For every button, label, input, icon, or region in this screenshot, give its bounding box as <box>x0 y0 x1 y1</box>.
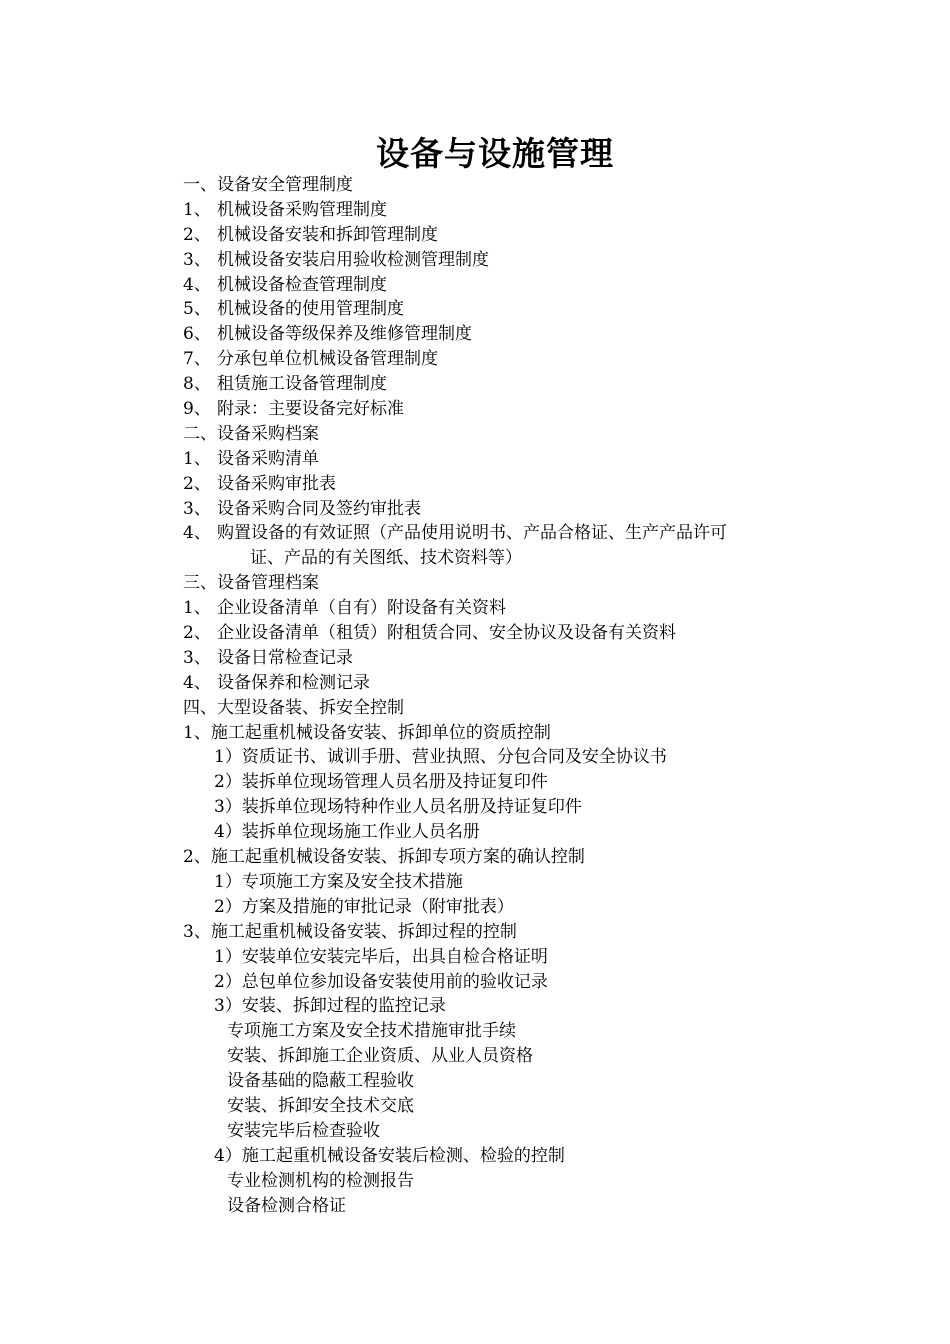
list-item <box>183 223 823 248</box>
item-text: 设备采购清单 <box>217 448 319 469</box>
detail-item: 设备基础的隐蔽工程验收 <box>227 1071 414 1092</box>
item-number: 1、 <box>183 199 211 220</box>
sub-item: 3）装拆单位现场特种作业人员名册及持证复印件 <box>214 797 582 818</box>
sub-item: 1）安装单位安装完毕后，出具自检合格证明 <box>214 946 548 967</box>
sub-item: 2）装拆单位现场管理人员名册及持证复印件 <box>214 772 548 793</box>
list-item <box>183 248 823 273</box>
list-item <box>183 297 823 322</box>
list-item-continuation: 证、产品的有关图纸、技术资料等） <box>250 548 522 569</box>
subsection-heading: 1、施工起重机械设备安装、拆卸单位的资质控制 <box>183 722 551 743</box>
detail-item: 专项施工方案及安全技术措施审批手续 <box>227 1021 516 1042</box>
list-item <box>183 198 823 223</box>
document-body <box>183 173 823 1218</box>
item-number: 1、 <box>183 598 211 619</box>
item-text: 企业设备清单（自有）附设备有关资料 <box>217 598 506 619</box>
item-text: 分承包单位机械设备管理制度 <box>217 349 438 370</box>
detail-item: 安装完毕后检查验收 <box>227 1120 380 1141</box>
item-text: 设备保养和检测记录 <box>217 672 370 693</box>
list-item <box>183 322 823 347</box>
item-number: 3、 <box>183 498 211 519</box>
detail-item: 安装、拆卸安全技术交底 <box>227 1095 414 1116</box>
item-number: 3、 <box>183 249 211 270</box>
list-item <box>183 447 823 472</box>
list-item <box>183 521 823 546</box>
list-item <box>183 347 823 372</box>
sub-item: 1）资质证书、诚训手册、营业执照、分包合同及安全协议书 <box>214 747 667 768</box>
subsection-heading: 2、施工起重机械设备安装、拆卸专项方案的确认控制 <box>183 847 585 868</box>
item-text: 购置设备的有效证照（产品使用说明书、产品合格证、生产产品许可 <box>217 523 727 544</box>
sub-item: 2）总包单位参加设备安装使用前的验收记录 <box>214 971 548 992</box>
item-number: 6、 <box>183 324 211 345</box>
item-text: 机械设备安装启用验收检测管理制度 <box>217 249 489 270</box>
document-title: 设备与设施管理 <box>376 134 614 173</box>
sub-item: 4）装拆单位现场施工作业人员名册 <box>214 822 480 843</box>
item-number: 9、 <box>183 399 211 420</box>
list-item <box>183 671 823 696</box>
item-text: 机械设备的使用管理制度 <box>217 299 404 320</box>
item-number: 3、 <box>183 647 211 668</box>
list-item <box>183 497 823 522</box>
section-heading: 一、设备安全管理制度 <box>183 175 353 195</box>
item-text: 机械设备等级保养及维修管理制度 <box>217 324 472 345</box>
subsection-heading: 3、施工起重机械设备安装、拆卸过程的控制 <box>183 921 517 942</box>
item-number: 4、 <box>183 274 211 295</box>
item-text: 机械设备采购管理制度 <box>217 199 387 220</box>
item-number: 8、 <box>183 374 211 395</box>
item-text: 附录：主要设备完好标准 <box>217 399 404 420</box>
item-text: 设备日常检查记录 <box>217 647 353 668</box>
list-item <box>183 646 823 671</box>
detail-item: 安装、拆卸施工企业资质、从业人员资格 <box>227 1046 533 1067</box>
item-number: 4、 <box>183 672 211 693</box>
item-number: 2、 <box>183 623 211 644</box>
list-item <box>183 397 823 422</box>
item-number: 2、 <box>183 473 211 494</box>
detail-item: 专业检测机构的检测报告 <box>227 1170 414 1191</box>
item-text: 机械设备安装和拆卸管理制度 <box>217 224 438 245</box>
section-heading: 四、大型设备装、拆安全控制 <box>183 697 404 718</box>
section-heading: 二、设备采购档案 <box>183 423 319 444</box>
sub-item: 2）方案及措施的审批记录（附审批表） <box>214 896 514 917</box>
item-text: 企业设备清单（租赁）附租赁合同、安全协议及设备有关资料 <box>217 623 676 644</box>
detail-item: 设备检测合格证 <box>227 1195 346 1216</box>
list-item <box>183 596 823 621</box>
item-number: 5、 <box>183 299 211 320</box>
list-item <box>183 472 823 497</box>
item-number: 2、 <box>183 224 211 245</box>
item-text: 机械设备检查管理制度 <box>217 274 387 295</box>
item-text: 租赁施工设备管理制度 <box>217 374 387 395</box>
list-item <box>183 621 823 646</box>
item-number: 1、 <box>183 448 211 469</box>
list-item <box>183 372 823 397</box>
section-heading: 三、设备管理档案 <box>183 573 319 594</box>
sub-item: 3）安装、拆卸过程的监控记录 <box>214 996 446 1017</box>
sub-item: 4）施工起重机械设备安装后检测、检验的控制 <box>214 1145 565 1166</box>
sub-item: 1）专项施工方案及安全技术措施 <box>214 871 463 892</box>
item-number: 7、 <box>183 349 211 370</box>
item-text: 设备采购审批表 <box>217 473 336 494</box>
list-item <box>183 273 823 298</box>
item-number: 4、 <box>183 523 211 544</box>
item-text: 设备采购合同及签约审批表 <box>217 498 421 519</box>
